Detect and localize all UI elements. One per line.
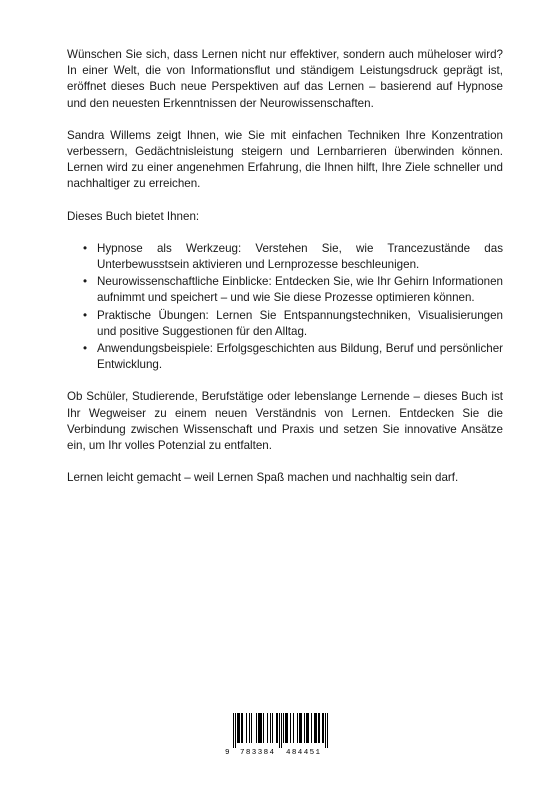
barcode-bar <box>293 713 294 743</box>
barcode-left-group: 783384 <box>240 749 276 757</box>
barcode-bar <box>279 713 280 748</box>
barcode-bar <box>272 713 273 743</box>
barcode-bar <box>267 713 268 743</box>
list-item-text: Hypnose als Werkzeug: Verstehen Sie, wie Trancezustände das Unterbewusstsein aktivieren und Lernprozesse beschleunigen. <box>97 241 503 272</box>
isbn-barcode <box>224 713 336 759</box>
barcode-bar <box>283 713 284 743</box>
barcode-bar <box>259 713 260 743</box>
barcode-bar <box>300 713 301 743</box>
barcode-bar <box>314 713 315 743</box>
barcode-bar <box>241 713 242 743</box>
closing-paragraph: Lernen leicht gemacht – weil Lernen Spaß machen und nachhaltig sein darf. <box>67 471 459 485</box>
barcode-bar <box>246 713 247 743</box>
barcode-bar <box>297 713 298 743</box>
bullet-icon: • <box>83 308 88 322</box>
barcode-bar <box>237 713 238 743</box>
audience-paragraph: Ob Schüler, Studierende, Berufstätige oder lebenslange Lernende – dieses Buch ist Ihr Wegweiser zu einem neuen Verständnis von Lernen. Entdecken Sie die Verbindung zwischen Wissenschaft und Praxis und setzen Sie innovative Ansätze ein, um Ihr volles Potenzial zu entfalten. <box>67 390 503 453</box>
barcode-prefix-digit: 9 <box>225 749 230 757</box>
barcode-bar <box>263 713 264 743</box>
barcode-bar <box>306 713 307 743</box>
barcode-bar <box>304 713 305 743</box>
barcode-bar <box>233 713 234 748</box>
barcode-bar <box>316 713 317 743</box>
barcode-bar <box>301 713 302 743</box>
barcode-bar <box>256 713 257 743</box>
barcode-bar <box>323 713 324 743</box>
barcode-bar <box>319 713 320 743</box>
barcode-bar <box>290 713 291 743</box>
barcode-bar <box>238 713 239 743</box>
list-item <box>83 241 503 273</box>
barcode-bar <box>235 713 236 748</box>
list-item-text: Anwendungsbeispiele: Erfolgsgeschichten aus Bildung, Beruf und persönlicher Entwicklung. <box>97 342 503 372</box>
barcode-bar <box>325 713 326 748</box>
barcode-bar <box>277 713 278 743</box>
bullet-icon: • <box>83 342 88 356</box>
list-item <box>83 274 503 306</box>
barcode-bar <box>242 713 243 743</box>
barcode-bar <box>286 713 287 743</box>
intro-paragraph: Wünschen Sie sich, dass Lernen nicht nur effektiver, sondern auch müheloser wird? In einer Welt, die von Informationsflut und ständigem Leistungsdruck geprägt ist, eröffnet dieses Buch neue Perspektiven auf das Lernen – basierend auf Hypnose und den neuesten Erkenntnissen der Neurowissenschaften. <box>67 48 503 110</box>
list-item-text: Neurowissenschaftliche Einblicke: Entdecken Sie, wie Ihr Gehirn Informationen aufnimmt und speichert – und wie Sie diese Prozesse optimieren können. <box>97 275 503 305</box>
barcode-bar <box>318 713 319 743</box>
list-item-text: Praktische Übungen: Lernen Sie Entspannungstechniken, Visualisierungen und positive Suggestionen für den Alltag. <box>97 308 503 338</box>
barcode-bar <box>287 713 288 743</box>
barcode-bar <box>322 713 323 743</box>
barcode-bar <box>261 713 262 743</box>
feature-list <box>67 241 503 374</box>
barcode-bar <box>239 713 240 743</box>
barcode-bar <box>260 713 261 743</box>
back-cover-text <box>67 47 503 502</box>
barcode-bar <box>307 713 308 743</box>
barcode-bar <box>251 713 252 743</box>
barcode-bar <box>258 713 259 743</box>
barcode-bar <box>315 713 316 743</box>
barcode-bar <box>327 713 328 748</box>
barcode-bar <box>299 713 300 743</box>
barcode-bar <box>308 713 309 743</box>
barcode-bars <box>224 713 336 749</box>
list-item <box>83 308 503 340</box>
list-item <box>83 341 503 373</box>
bullet-icon: • <box>83 241 88 255</box>
author-paragraph: Sandra Willems zeigt Ihnen, wie Sie mit einfachen Techniken Ihre Konzentration verbessern, Gedächtnisleistung steigern und Lernbarrieren überwinden können. Lernen wird zu einer angenehmen Erfahrung, die Ihnen hilft, Ihre Ziele schneller und nachhaltiger zu erreichen. <box>67 128 503 191</box>
barcode-bar <box>276 713 277 743</box>
bullet-icon: • <box>83 275 88 289</box>
barcode-bar <box>311 713 312 743</box>
barcode-right-group: 484451 <box>286 749 322 757</box>
offer-lead: Dieses Buch bietet Ihnen: <box>67 209 200 223</box>
barcode-digits <box>224 748 336 759</box>
barcode-bar <box>249 713 250 743</box>
barcode-bar <box>285 713 286 743</box>
barcode-bar <box>281 713 282 748</box>
barcode-bar <box>270 713 271 743</box>
